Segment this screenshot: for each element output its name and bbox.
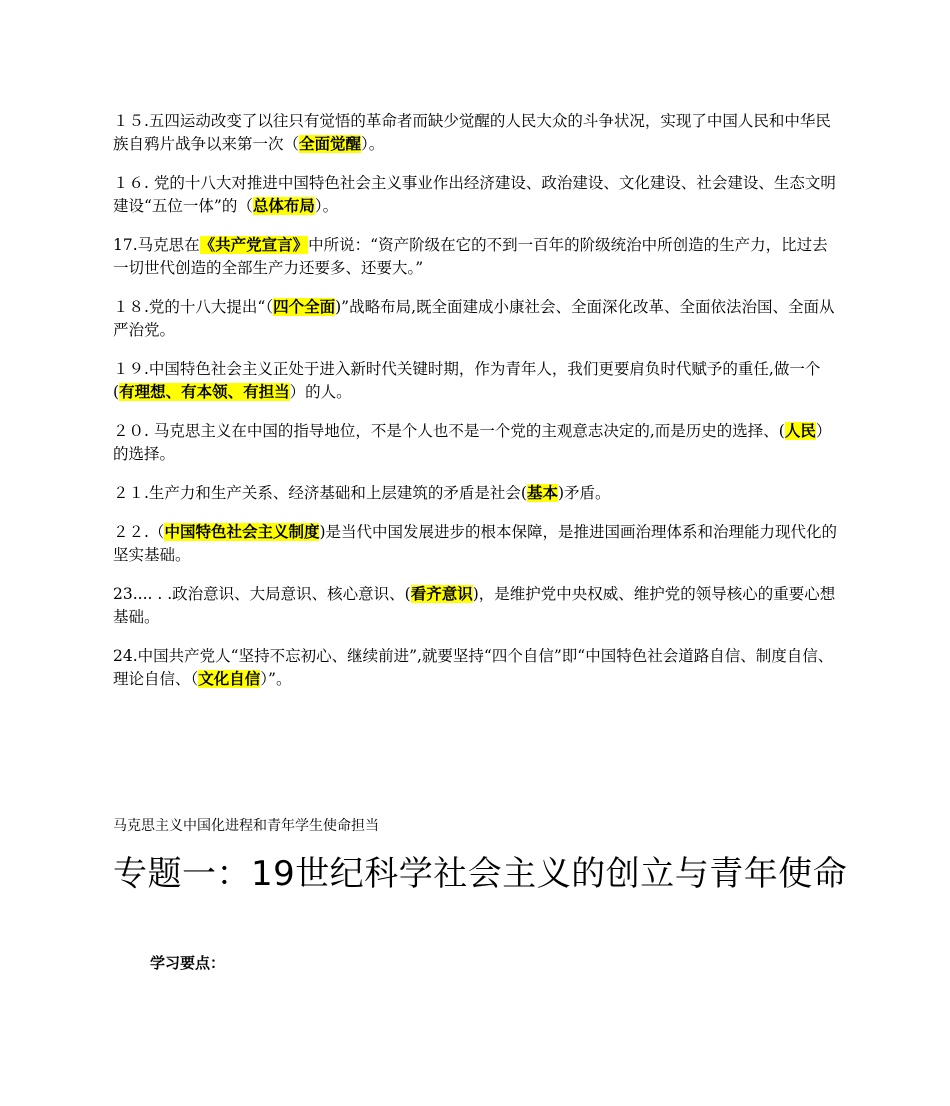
list-item: [113, 420, 840, 466]
item-text-before: ２２.（: [113, 523, 165, 541]
item-text-after: ）的选择。: [113, 422, 832, 463]
highlighted-answer: 中国特色社会主义制度: [164, 523, 320, 541]
item-text-before: ２０. 马克思主义在中国的指导地位，不是个人也不是一个党的主观意志决定的,而是历史的选择、(: [113, 422, 785, 440]
item-text-after: )”战略布局,既全面建成小康社会、全面深化改革、全面依法治国、全面从严治党。: [113, 298, 835, 339]
item-text-after: ）。: [361, 135, 385, 153]
item-text-after: )矛盾。: [558, 484, 611, 502]
section-heading: 专题一：19世纪科学社会主义的创立与青年使命: [113, 854, 848, 894]
item-text-after: ）的人。: [289, 383, 352, 401]
highlighted-answer: 人民: [784, 422, 816, 440]
list-item: [113, 172, 840, 218]
highlighted-answer: 总体布局: [252, 197, 315, 215]
highlighted-answer: 《共产党宣言》: [199, 236, 309, 254]
item-text-before: １６. 党的十八大对推进中国特色社会主义事业作出经济建设、政治建设、文化建设、社会建设、生态文明建设“五位一体”的（: [113, 174, 836, 215]
item-text-before: １８.党的十八大提出“（: [113, 298, 274, 316]
item-text-after: 中所说：“资产阶级在它的不到一百年的阶级统治中所创造的生产力，比过去一切世代创造的全部生产力还要多、还要大。”: [113, 236, 828, 277]
item-text-before: １９.中国特色社会主义正处于进入新时代关键时期，作为青年人，我们更要肩负时代赋予的重任,做一个(: [113, 360, 821, 401]
item-text-before: 17.马克思在: [113, 236, 200, 254]
highlighted-answer: 基本: [526, 484, 558, 502]
highlighted-answer: 四个全面: [273, 298, 336, 316]
item-text-before: １５.五四运动改变了以往只有觉悟的革命者而缺少觉醒的人民大众的斗争状况，实现了中国人民和中华民族自鸦片战争以来第一次（: [113, 112, 831, 153]
list-item: [113, 482, 840, 505]
list-item: [113, 583, 840, 629]
list-item: [113, 234, 840, 280]
highlighted-answer: 全面觉醒: [299, 135, 362, 153]
list-item: [113, 110, 840, 156]
item-text-after: ）。: [314, 197, 339, 215]
highlighted-answer: 看齐意识: [410, 585, 473, 603]
list-item: [113, 645, 840, 691]
highlighted-answer: 有理想、有本领、有担当: [119, 383, 290, 401]
item-text-after: )，是维护党中央权威、维护党的领导核心的重要心想基础。: [113, 585, 836, 626]
key-points-label: 学习要点：: [150, 954, 226, 972]
list-item: [113, 296, 840, 342]
item-text-before: 23.... . .政治意识、大局意识、核心意识、(: [113, 585, 411, 603]
list-item: [113, 521, 840, 567]
item-text-after: )是当代中国发展进步的根本保障，是推进国画治理体系和治理能力现代化的坚实基础。: [113, 523, 838, 564]
answer-list: [113, 110, 840, 707]
highlighted-answer: 文化自信: [198, 670, 261, 688]
item-text-before: ２１.生产力和生产关系、经济基础和上层建筑的矛盾是社会(: [113, 484, 527, 502]
course-title: 马克思主义中国化进程和青年学生使命担当: [113, 818, 379, 834]
list-item: [113, 358, 840, 404]
item-text-before: 24.中国共产党人“坚持不忘初心、继续前进”,就要坚持“四个自信”即“中国特色社会道路自信、制度自信、理论自信、（: [113, 647, 834, 688]
item-text-after: ）”。: [260, 670, 292, 688]
